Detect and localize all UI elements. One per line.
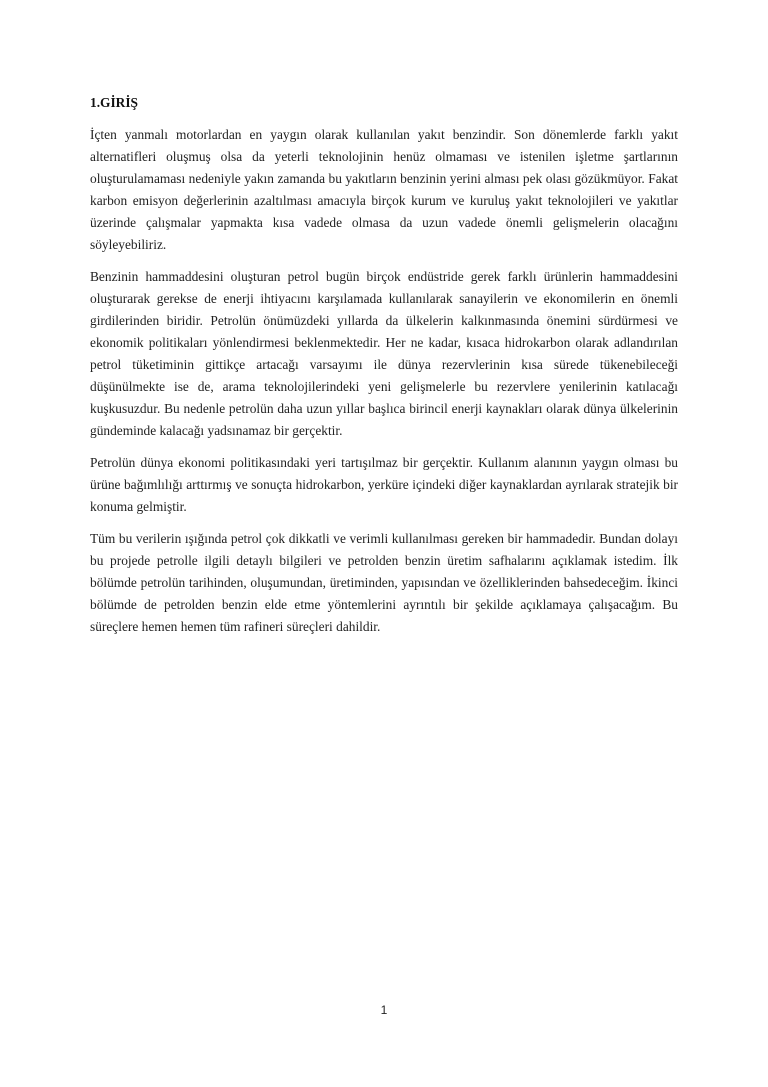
page-number: 1 — [380, 1003, 388, 1017]
paragraph-1: İçten yanmalı motorlardan en yaygın olarak kullanılan yakıt benzindir. Son dönemlerde farklı yakıt alternatifleri oluşmuş olsa da yeterli teknolojinin henüz olmaması ve istenilen işletme şartlarının oluşturulamaması nedeniyle yakın zamanda bu yakıtların benzinin yerini alması pek olası gözükmüyor. Fakat karbon emisyon değerlerinin azaltılması amacıyla birçok kurum ve kuruluş yakıt teknolojileri ve yakıtlar üzerinde çalışmalar yapmakta kısa vadede olmasa da uzun vadede önemli gelişmelerin olacağını söyleyebiliriz. — [90, 127, 678, 252]
paragraph-2: Benzinin hammaddesini oluşturan petrol bugün birçok endüstride gerek farklı ürünlerin hammaddesini oluşturarak gerekse de enerji ihtiyacını karşılamada kullanılarak sanayilerin ve ekonomilerin en önemli girdilerinden biridir. Petrolün önümüzdeki yıllarda da ülkelerin kalkınmasında önemini sürdürmesi ve ekonomik politikaları yönlendirmesi beklenmektedir. Her ne kadar, kısaca hidrokarbon olarak adlandırılan petrol tüketiminin gittikçe artacağı varsayımı ile dünya rezervlerinin kısa sürede tükenebileceği düşünülmekte ise de, arama teknolojilerindeki yeni gelişmelerle bu rezervlere yenilerinin katılacağı kuşkusuzdur. Bu nedenle petrolün daha uzun yıllar başlıca birincil enerji kaynakları olarak dünya ülkelerinin gündeminde kalacağı yadsınamaz bir gerçektir. — [90, 269, 678, 438]
section-heading: 1.GİRİŞ — [90, 95, 138, 110]
paragraph-3: Petrolün dünya ekonomi politikasındaki yeri tartışılmaz bir gerçektir. Kullanım alanının yaygın olması bu ürüne bağımlılığı arttırmış ve sonuçta hidrokarbon, yerküre içindeki diğer kaynaklardan ayrılarak stratejik bir konuma gelmiştir. — [90, 455, 678, 514]
paragraph-4: Tüm bu verilerin ışığında petrol çok dikkatli ve verimli kullanılması gereken bir hammadedir. Bundan dolayı bu projede petrolle ilgili detaylı bilgileri ve petrolden benzin üretim safhalarını açıklamak istedim. İlk bölümde petrolün tarihinden, oluşumundan, üretiminden, yapısından ve özelliklerinden bahsedeceğim. İkinci bölümde de petrolden benzin elde etme yöntemlerini ayrıntılı bir şekilde açıklamaya çalışacağım. Bu süreçlere hemen hemen tüm rafineri süreçleri dahildir. — [90, 531, 678, 634]
page-content — [90, 92, 678, 648]
